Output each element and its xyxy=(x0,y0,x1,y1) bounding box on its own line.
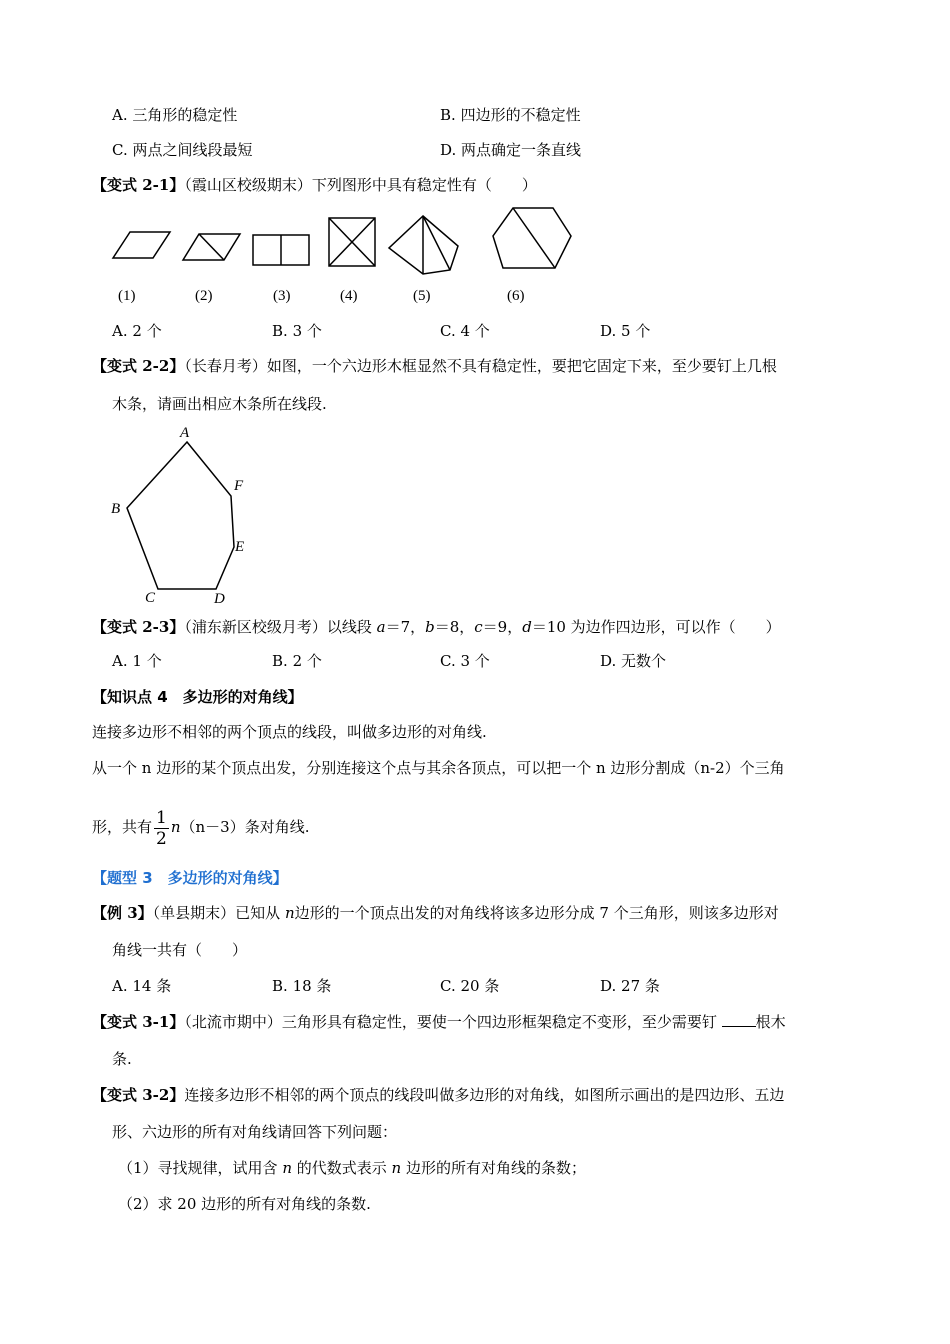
figure-label-1: (1) xyxy=(118,288,136,304)
variant-2-3-option-a: A. 1 个 xyxy=(112,652,162,670)
example-3-question-cont: 角线一共有（ ） xyxy=(112,941,248,959)
hexagon-figure xyxy=(100,420,270,610)
figure-label-6: (6) xyxy=(507,288,525,304)
figure-6-hexagon-diagonal xyxy=(493,208,571,268)
variant-2-2-question: 【变式 2-2】（长春月考）如图，一个六边形木框显然不具有稳定性，要把它固定下来，至少要钉上几根 xyxy=(92,357,777,375)
stability-figures xyxy=(105,200,585,310)
vertex-e: E xyxy=(235,539,245,555)
figure-5-pentagon-diagonals xyxy=(389,216,458,274)
vertex-c: C xyxy=(145,590,156,606)
variant-2-2-question-cont: 木条，请画出相应木条所在线段. xyxy=(112,395,327,413)
variant-2-1-question: 【变式 2-1】（霞山区校级期末）下列图形中具有稳定性有（ ） xyxy=(92,176,537,194)
variant-2-3-option-c: C. 3 个 xyxy=(440,652,490,670)
example-3-question: 【例 3】（单县期末）已知从 n边形的一个顶点出发的对角线将该多边形分成 7 个三角形，则该多边形对 xyxy=(92,904,779,922)
figure-label-5: (5) xyxy=(413,288,431,304)
figure-label-4: (4) xyxy=(340,288,358,304)
fraction-one-half: $\frac{1}{2}$ xyxy=(156,807,167,849)
example-3-option-c: C. 20 条 xyxy=(440,977,500,995)
figure-3-rectangle-split xyxy=(253,235,309,265)
knowledge-point-4-line-3: 形，共有 $\frac{1}{2}$ n（n－3）条对角线. xyxy=(92,807,310,849)
figure-2-parallelogram-diagonal xyxy=(183,234,240,260)
knowledge-point-4-line-2: 从一个 n 边形的某个顶点出发，分别连接这个点与其余各顶点，可以把一个 n 边形分割成（n-2）个三角 xyxy=(92,759,785,777)
example-3-option-d: D. 27 条 xyxy=(600,977,660,995)
variant-3-2-question: 【变式 3-2】连接多边形不相邻的两个顶点的线段叫做多边形的对角线，如图所示画出的是四边形、五边 xyxy=(92,1086,785,1104)
figure-4-square-diagonals xyxy=(329,218,375,266)
variant-3-2-subquestion-2: （2）求 20 边形的所有对角线的条数. xyxy=(118,1195,371,1213)
variant-3-1-question: 【变式 3-1】（北流市期中）三角形具有稳定性，要使一个四边形框架稳定不变形，至少需要钉 根木 xyxy=(92,1013,786,1031)
option-d: D. 两点确定一条直线 xyxy=(440,141,582,159)
knowledge-point-4-heading: 【知识点 4 多边形的对角线】 xyxy=(92,688,303,706)
variant-3-1-question-cont: 条. xyxy=(112,1050,132,1068)
vertex-f: F xyxy=(234,478,244,494)
variant-2-1-option-d: D. 5 个 xyxy=(600,322,651,340)
variant-2-1-option-c: C. 4 个 xyxy=(440,322,490,340)
example-3-option-a: A. 14 条 xyxy=(112,977,172,995)
option-c: C. 两点之间线段最短 xyxy=(112,141,253,159)
answer-blank[interactable] xyxy=(722,1012,756,1027)
vertex-b: B xyxy=(111,501,121,517)
figure-label-2: (2) xyxy=(195,288,213,304)
vertex-d: D xyxy=(214,591,225,607)
option-b: B. 四边形的不稳定性 xyxy=(440,106,581,124)
variant-2-1-option-b: B. 3 个 xyxy=(272,322,322,340)
vertex-a: A xyxy=(180,425,190,441)
variant-2-3-option-d: D. 无数个 xyxy=(600,652,667,670)
option-a: A. 三角形的稳定性 xyxy=(112,106,238,124)
example-3-option-b: B. 18 条 xyxy=(272,977,332,995)
knowledge-point-4-line-1: 连接多边形不相邻的两个顶点的线段，叫做多边形的对角线. xyxy=(92,723,487,741)
question-type-3-heading: 【题型 3 多边形的对角线】 xyxy=(92,869,288,887)
figure-label-3: (3) xyxy=(273,288,291,304)
variant-2-3-option-b: B. 2 个 xyxy=(272,652,322,670)
variant-2-1-option-a: A. 2 个 xyxy=(112,322,162,340)
figure-1-parallelogram xyxy=(113,232,170,258)
variant-2-3-question: 【变式 2-3】（浦东新区校级月考）以线段 a＝7，b＝8，c＝9，d＝10 为边作四边形，可以作（ ） xyxy=(92,618,781,636)
variant-3-2-question-cont: 形、六边形的所有对角线请回答下列问题： xyxy=(112,1123,398,1141)
variant-3-2-subquestion-1: （1）寻找规律，试用含 n 的代数式表示 n 边形的所有对角线的条数； xyxy=(118,1159,586,1177)
